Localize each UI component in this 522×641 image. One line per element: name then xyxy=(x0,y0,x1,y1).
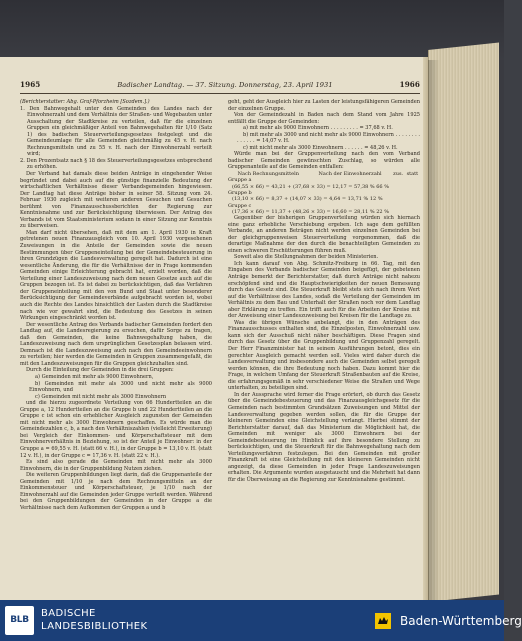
table-row-calculation: (66,55 × 66) = 43,21 + (37,68 × 33) = 12,17 = 57,38 % 66 % xyxy=(232,183,389,190)
table-row-calculation: (13,10 × 66) = 8,37 + (14,07 × 33) = 4,64 = 13,71 % 12 % xyxy=(232,196,383,203)
table-header-cell: statt xyxy=(406,171,419,178)
left-column xyxy=(20,99,212,511)
paragraph: Ich kann darauf von Abg. Schmitz-Freiburg in 66. Tag, mit den Eingaben des Verbands badischer Gemeinden beigefügt, der gebetenen Anträge bemerkt der Berichterstatter, daß durch Anträge nicht nahezu erschöpfend sind und die Hauptschwierigkeiten der neuen Bemessung durch das Gesetz sind. Die Steuerkraft bleibt stets sich nach ihrem Wert auf die Verhältnisse des Landes, sodaß die Verteilung der Gemeinden im Verhältnis zu dem Bau und Unterhalt der Straßen noch vor dem Landtag aber Erklärung zu treffen. Ein trifft auch für die Arbeiten der Kreise mit der Anweisung einer Landeszuweisung bei Kreisen für die Landtage zu. xyxy=(228,260,420,320)
partner-label: Baden-Württemberg xyxy=(400,614,522,628)
paragraph: 2. Den Prozentsatz nach § 18 des Steuerverteilungsgesetzes entsprechend zu erhöhen. xyxy=(20,157,212,171)
table-row-label: Gruppe b xyxy=(228,189,252,196)
library-name-line2: LANDESBIBLIOTHEK xyxy=(41,620,148,632)
table-row-label: Gruppe a xyxy=(228,177,252,184)
right-column-text-bottom xyxy=(228,215,420,483)
paragraph: Von der Gemeindezahl in Baden nach dem Stand vom Jahre 1925 entfällt die Gruppe der Gemeinden: xyxy=(228,112,420,125)
paragraph: b) Gemeinden mit mehr als 3000 und nicht mehr als 9000 Einwohnern, und xyxy=(29,380,212,394)
library-name[interactable] xyxy=(41,608,147,633)
paragraph: Durch die Einteilung der Gemeinden in die drei Gruppen: xyxy=(26,367,174,374)
table-row-calculation: (17,36 × 66) = 11,37 + (48,26 × 33) = 16,60 = 28,11 % 22 % xyxy=(232,208,389,215)
paragraph: Würde man bei der Gruppenverteilung nach den vom Verband badischer Gemeinden gewünschten Zuschlag, so würden alle Gruppenanteile auf die Gemeinden entfallen: xyxy=(228,151,420,171)
paragraph: (Berichterstatter: Abg. Graf-Pforzheim [Sozdem.].) xyxy=(20,99,150,105)
page-number-right: 1966 xyxy=(399,80,420,89)
right-column xyxy=(228,99,420,484)
paragraph: Man darf nicht übersehen, daß mit dem am 1. April 1930 in Kraft getretenen neuen Finanzausgleich vom 10. April 1930 vorgesehenen Zuweisungen in die Anteile der Gemeinden sowie die neuen Bestimmungen über Gruppeneinteilung bei der Gemeindebesteuerung in ihren Grundzügen die Landesverwaltung geregelt hat. Dadurch ist eine wesentliche Änderung, die für die Verhältnisse der in Frage kommenden Gemeinden einige Erleichterung gebracht hat, erzielt worden, daß die Verteilung einer Landeszuweisung nach dem neuen Gesetze auch auf die Gruppen bezogen ist. Es ist dabei zu berücksichtigen, daß das Verfahren der Gruppeneinteilung mit den von Bund und Staat unter besonderer Berücksichtigung der Gemeindeverbände aufgebracht worden ist, wobei auch die Rechte des Landes hinsichtlich der Lasten durch die Stadtkreise nach wie vor gewahrt sind, die Bedeutung des Gesetzes in seinen Wirkungen eingeschränkt worden ist. xyxy=(20,229,212,322)
paragraph: Was die übrigen Wünsche anbelangt, die in den Anträgen des Finanzausschusses enthalten sind, die Einzelposten, Einwohnerzahl usw. kann sich der Ausschuß nicht näher beschäftigen. Diese Fragen sind durch das Gesetz über die Gruppenbildung und Gruppenzahl geregelt. Der Herr Finanzminister hat in seinem Ausführungen betont, dies ein gerechter Ausgleich gemacht werden soll. Vieles wird daher durch die Landesverwaltung und insbesondere auch die Gemeinden selbst geregelt werden können, die ihre Bedeutung noch haben. Dazu kommt hier die Frage, in welchem Umfang der Steuerkraft Straßenbauten auf die Kreise, die erfahrungsgemäß in sehr verschiedener Weise die Straßen und Wege unterhalten, zu beteiligen sind. xyxy=(228,319,420,392)
header-rule xyxy=(20,93,420,94)
paragraph: Soweit also die Stellungnahmen der beiden Ministerien. xyxy=(234,254,379,261)
table-body xyxy=(228,177,420,215)
baden-wuerttemberg-brand[interactable] xyxy=(374,612,522,630)
page-number-left: 1965 xyxy=(20,80,41,89)
paragraph: Die weiteren Gruppenbildungen liegt darin, daß die Gruppenanteile der Gemeinden mit 1/10 je nach dem Rechnungsmitteln an der Einkommensteuer und Körperschaftsteuer, je 1/10 nach der Einwohnerzahl auf die Gemeinden jeder Gruppe verteilt werden. Während bei den Gruppenbildungen der Gemeinden in der Gruppe a die Verhältnisse nach dem Aufkommen der Gruppen a und b xyxy=(20,472,212,511)
paragraph: und die hierzu zugeordnete Verteilung von 66 Hundertteilen an die Gruppe a, 12 Hundertteilen an die Gruppe b und 22 Hundertteilen an die Gruppe c ist schon ein erheblicher Ausgleich zugunsten der Gemeinden mit nicht mehr als 3000 Einwohnern geschaffen. Es würde man die Gemeindezahlen c, b, a nach den Verhältniszahlen (vielleicht Erweiterung) bei Vergleich der Einkommen- und Körperschaftsteuer mit dem Einwohnerverhältnis in Beziehung, so ist der Anteil je Einwohner: in der Gruppe a = 69,55 v. H. (statt 66 v. H.), in der Gruppe b = 13,10 v. H. (statt 12 v. H.), in der Gruppe c = 17,36 v. H. (statt 22 v. H.). xyxy=(20,400,212,459)
paragraph: In der Aussprache wird ferner die Frage erörtert, ob durch das Gesetz über die Gemeindebesteuerung und das Finanzausgleichsgesetz für die Gemeinden nach bestimmten Grundsätzen Zuweisungen und Mittel der Landesverwaltung gegeben werden sollen, die für die Gruppe der kleineren Gemeinden eine Gleichstellung verlangt. Hierbei stimmt der Berichterstatter darauf, daß das Ministerium die Möglichkeit hat, die Gemeinden mit weniger als 3000 Einwohnern bei der Gemeindebesteuerung im Hinblick auf ihre besondere Stellung zu berücksichtigen, und die Steuerkraft für die Bahnwegehaltung nach dem Verteilungsverfahren festzulegen. Bei den Gemeinden mit großer Finanzkraft ist eine Gleichstellung mit den kleineren Gemeinden nicht angezeigt, da diese Gemeinden in jeder Frage Landeszuweisungen erhalten. Die Argumente wurden ausgetauscht und die Mehrheit hat dann für die Überweisung an die Regierung zur Kenntnisnahme gestimmt. xyxy=(228,391,420,483)
paragraph: Gegenüber der bisherigen Gruppenverteilung würden sich hiernach eine ganz erhebliche Verschiebung ergeben. Ich sage dem gefüllten Verbande, an anderen Beträgen nicht werden einzelnen Gemeinden bei der gleichgruppenweisen Steuerverteilung vorgenommen, daß die derartige Maßnahme der den durch die benachteiligten Gemeinden zu einen schweren Erschütterungen führen muß. xyxy=(228,215,420,254)
paragraph: Der Verband hat damals diese beiden Anträge in eingehender Weise begründet und dabei auch auf die günstige finanzielle Bedeutung der wirtschaftlichen Verhältnisse dieser Verbandsgemeinden hingewiesen. Der Landtag hat diese Anträge bisher in seiner 58. Sitzung vom 24. Februar 1930 zugleich mit weiteren anderen Gesuchen und Gesuchen berühmt von Finanzausschussberichten der Regierung zur Kenntnisnahme und zur Berücksichtigung überwiesen. Der Antrag des Verbands ist vom Staatsministerium sodann in einer Sitzung zur Kenntnis zu überweisen. xyxy=(20,171,212,230)
paragraph: 1. Den Bahnwegehalt unter den Gemeinden des Landes nach der Einwohnerzahl und dem Verhältnis der Straßen- und Wegebauten unter Ausschaltung der Stadtkreise zu verteilen, daß für die einzelnen Gruppen ein gleichmäßiger Anteil von Bahnwegehalten für 1/10 (Satz 1) des badischen Steuerverteilungsgesetzes festgelegt und die Gemeindeumlage für alle Gemeinden gleichmäßig zu 45 v. H. nach Rechnungsmitteln und zu 55 v. H. nach der Einwohnerzahl verteilt wird; xyxy=(20,105,212,158)
document-page xyxy=(20,80,420,590)
table-header-cell: Nach der Einwohnerzahl xyxy=(318,171,382,178)
paragraph: a) mit mehr als 9000 Einwohnern . . . . . . . . . = 37,68 v. H. xyxy=(243,125,393,132)
paragraph: c) mit nicht mehr als 3000 Einwohnern . . . . . . = 48,26 v. H. xyxy=(243,144,398,151)
blb-logo[interactable]: BLB xyxy=(5,606,34,635)
allocation-table xyxy=(228,171,420,215)
lion-emblem-icon xyxy=(374,612,392,630)
paragraph: Es sind also gerade die Gemeinden mit nicht mehr als 3000 Einwohnern, die in der Gruppenbildung Nutzen ziehen. xyxy=(20,459,212,472)
paragraph: c) Gemeinden mit nicht mehr als 3000 Einwohnern xyxy=(35,393,167,400)
paragraph: a) Gemeinden mit mehr als 9000 Einwohnern, xyxy=(35,373,154,380)
paragraph: geht, geht der Ausgleich hier zu Lasten der leistungsfähigeren Gemeinden der einzelnen Gruppe. xyxy=(228,99,420,112)
table-row-label: Gruppe c xyxy=(228,202,252,209)
library-name-line1: BADISCHE xyxy=(41,608,96,619)
right-column-text-top xyxy=(228,99,420,171)
page-edges-shadow xyxy=(428,60,440,600)
library-footer xyxy=(0,600,522,641)
running-header xyxy=(20,80,420,94)
running-title: Badischer Landtag. — 37. Sitzung. Donnerstag, 23. April 1931 xyxy=(117,80,333,89)
paragraph: b) mit mehr als 3000 und nicht mehr als 9000 Einwohnern . . . . . . . . . . . . . . = 14,07 v. H. xyxy=(237,131,420,145)
table-header-cell: zus. xyxy=(393,171,404,178)
paragraph: Der wesentliche Antrag des Verbands badischer Gemeinden fordert den Landtag auf, die Landesregierung zu ersuchen, dafür Sorge zu tragen, daß den Gemeinden, die keine Bahnwegehaltung haben, die Landeszuweisung nach dem ursprünglichen Gesetzesplan belassen wird. Demnach ist die Landeszuweisung auch nach den Gemeindeeinwohnern zu verteilen; hier werden die Gemeinden in Gruppen zusammengefaßt, die mit den Landeszuweisungen für die Gruppen gleichzuhalten sind. xyxy=(20,321,212,367)
table-header-cell: Nach Rechnungsmitteln xyxy=(237,171,299,178)
